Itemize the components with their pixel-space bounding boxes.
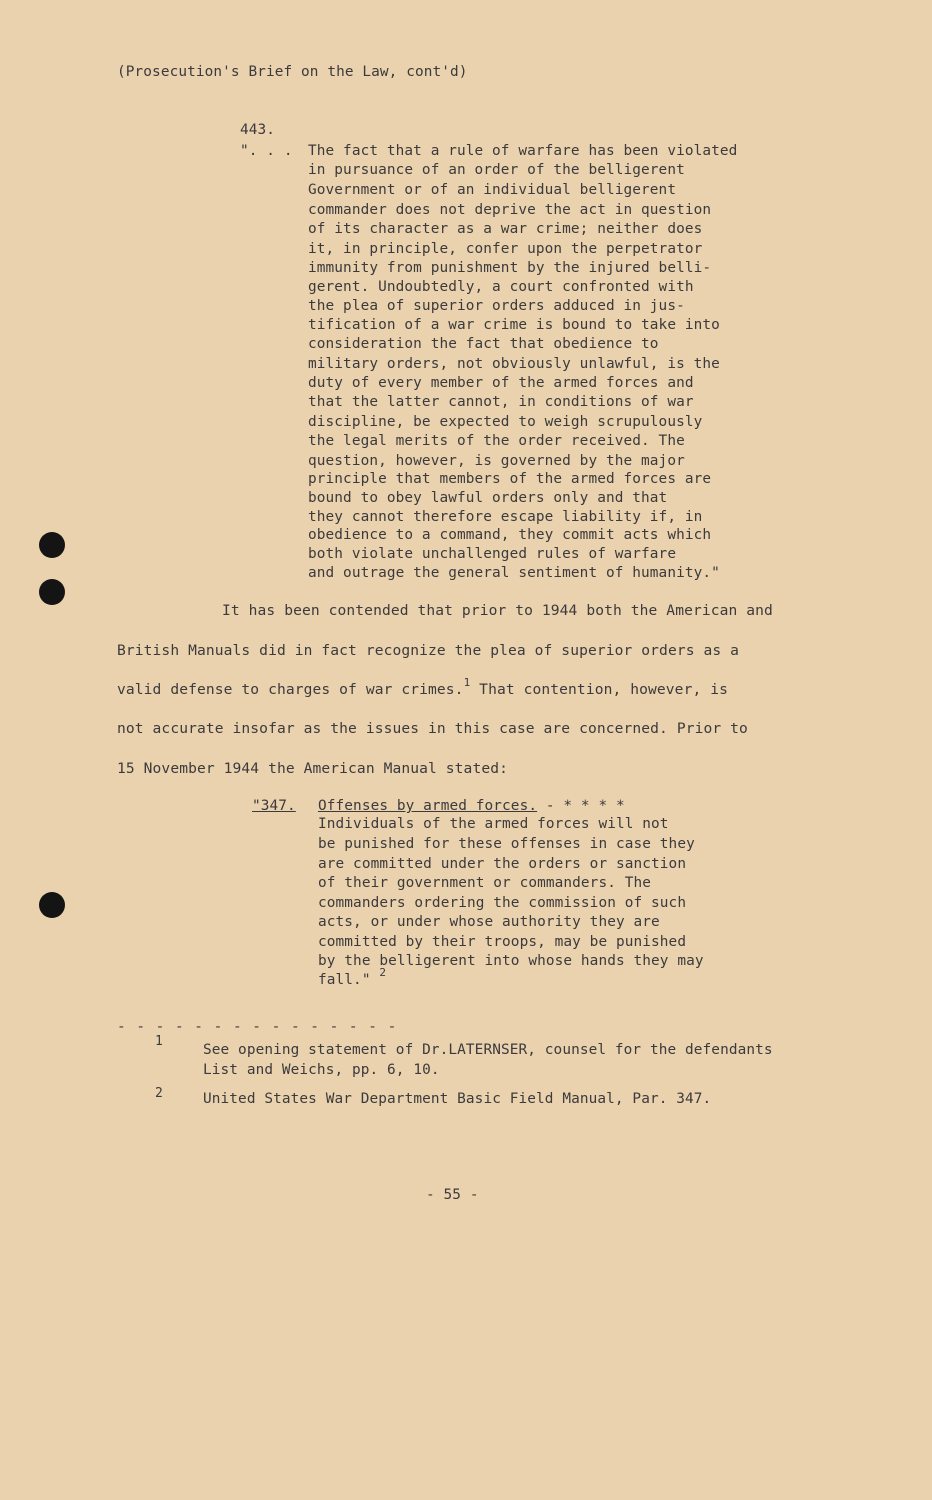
quote2-line: of their government or commanders. The bbox=[318, 875, 652, 891]
footnote-number: 2 bbox=[155, 1086, 163, 1101]
quote1-line: principle that members of the armed forces are bbox=[308, 471, 712, 487]
body-text-line: It has been contended that prior to 1944 both the American and bbox=[222, 602, 773, 619]
quote1-line: obedience to a command, they commit acts which bbox=[308, 527, 712, 543]
quote1-line: of its character as a war crime; neither does bbox=[308, 221, 703, 237]
quote1-line: the plea of superior orders adduced in jus- bbox=[308, 298, 685, 314]
footnote-ref-1: 1 bbox=[463, 676, 471, 689]
quote2-line bbox=[318, 966, 387, 990]
running-header: (Prosecution's Brief on the Law, cont'd) bbox=[117, 64, 468, 80]
quote1-line: commander does not deprive the act in question bbox=[308, 202, 712, 218]
quote1-line: it, in principle, confer upon the perpetrator bbox=[308, 241, 703, 257]
quote2-line: Individuals of the armed forces will not bbox=[318, 816, 669, 832]
quote2-title-line bbox=[318, 797, 625, 816]
body-text-segment: That contention, however, is bbox=[470, 681, 728, 698]
footnote-ref-2: 2 bbox=[379, 966, 387, 979]
quote1-line: military orders, not obviously unlawful, is the bbox=[308, 356, 720, 372]
footnote-separator: - - - - - - - - - - - - - - - bbox=[117, 1019, 398, 1035]
quote2-line: be punished for these offenses in case they bbox=[318, 836, 695, 852]
binder-hole bbox=[39, 532, 65, 558]
quote1-line: consideration the fact that obedience to bbox=[308, 336, 659, 352]
quote2-line: committed by their troops, may be punished bbox=[318, 934, 687, 950]
quote1-line: Government or of an individual belligerent bbox=[308, 182, 677, 198]
quote2-last-line: fall." bbox=[318, 972, 371, 988]
quote1-line: bound to obey lawful orders only and that bbox=[308, 490, 668, 506]
quote1-line: question, however, is governed by the major bbox=[308, 453, 685, 469]
page-number: - 55 - bbox=[426, 1187, 479, 1203]
quote1-line: in pursuance of an order of the belligerent bbox=[308, 162, 685, 178]
quote2-paragraph-number: "347. bbox=[252, 798, 296, 814]
footnote-number: 1 bbox=[155, 1034, 163, 1049]
quote1-line: immunity from punishment by the injured belli- bbox=[308, 260, 712, 276]
body-text-segment: valid defense to charges of war crimes. bbox=[117, 681, 464, 698]
footnote-text: United States War Department Basic Field Manual, Par. 347. bbox=[203, 1091, 712, 1107]
quote1-line: both violate unchallenged rules of warfare bbox=[308, 546, 677, 562]
quote2-title: Offenses by armed forces. bbox=[318, 798, 538, 814]
binder-hole bbox=[39, 579, 65, 605]
quote2-line: acts, or under whose authority they are bbox=[318, 914, 660, 930]
body-text-line: 15 November 1944 the American Manual stated: bbox=[117, 760, 508, 777]
footnote-text: List and Weichs, pp. 6, 10. bbox=[203, 1062, 440, 1078]
body-text-line: not accurate insofar as the issues in this case are concerned. Prior to bbox=[117, 720, 748, 737]
body-text-line bbox=[117, 676, 728, 700]
quote-open-ellipsis: ". . . bbox=[240, 143, 293, 159]
quote2-line: commanders ordering the commission of such bbox=[318, 895, 687, 911]
quote1-line: gerent. Undoubtedly, a court confronted with bbox=[308, 279, 694, 295]
quote1-line: that the latter cannot, in conditions of war bbox=[308, 394, 694, 410]
quote2-title-tail: - * * * * bbox=[537, 798, 625, 814]
quote2-line: by the belligerent into whose hands they may bbox=[318, 953, 704, 969]
quote1-line: The fact that a rule of warfare has been violated bbox=[308, 143, 738, 159]
quote1-line: they cannot therefore escape liability if, in bbox=[308, 509, 703, 525]
quote1-line: and outrage the general sentiment of humanity." bbox=[308, 565, 720, 581]
quote1-line: the legal merits of the order received. The bbox=[308, 433, 685, 449]
quote1-line: duty of every member of the armed forces and bbox=[308, 375, 694, 391]
footnote-text: See opening statement of Dr.LATERNSER, counsel for the defendants bbox=[203, 1042, 773, 1058]
section-number: 443. bbox=[240, 122, 276, 138]
binder-hole bbox=[39, 892, 65, 918]
quote1-line: tification of a war crime is bound to take into bbox=[308, 317, 720, 333]
quote1-line: discipline, be expected to weigh scrupulously bbox=[308, 414, 703, 430]
quote2-line: are committed under the orders or sanction bbox=[318, 856, 687, 872]
body-text-line: British Manuals did in fact recognize the plea of superior orders as a bbox=[117, 642, 740, 659]
